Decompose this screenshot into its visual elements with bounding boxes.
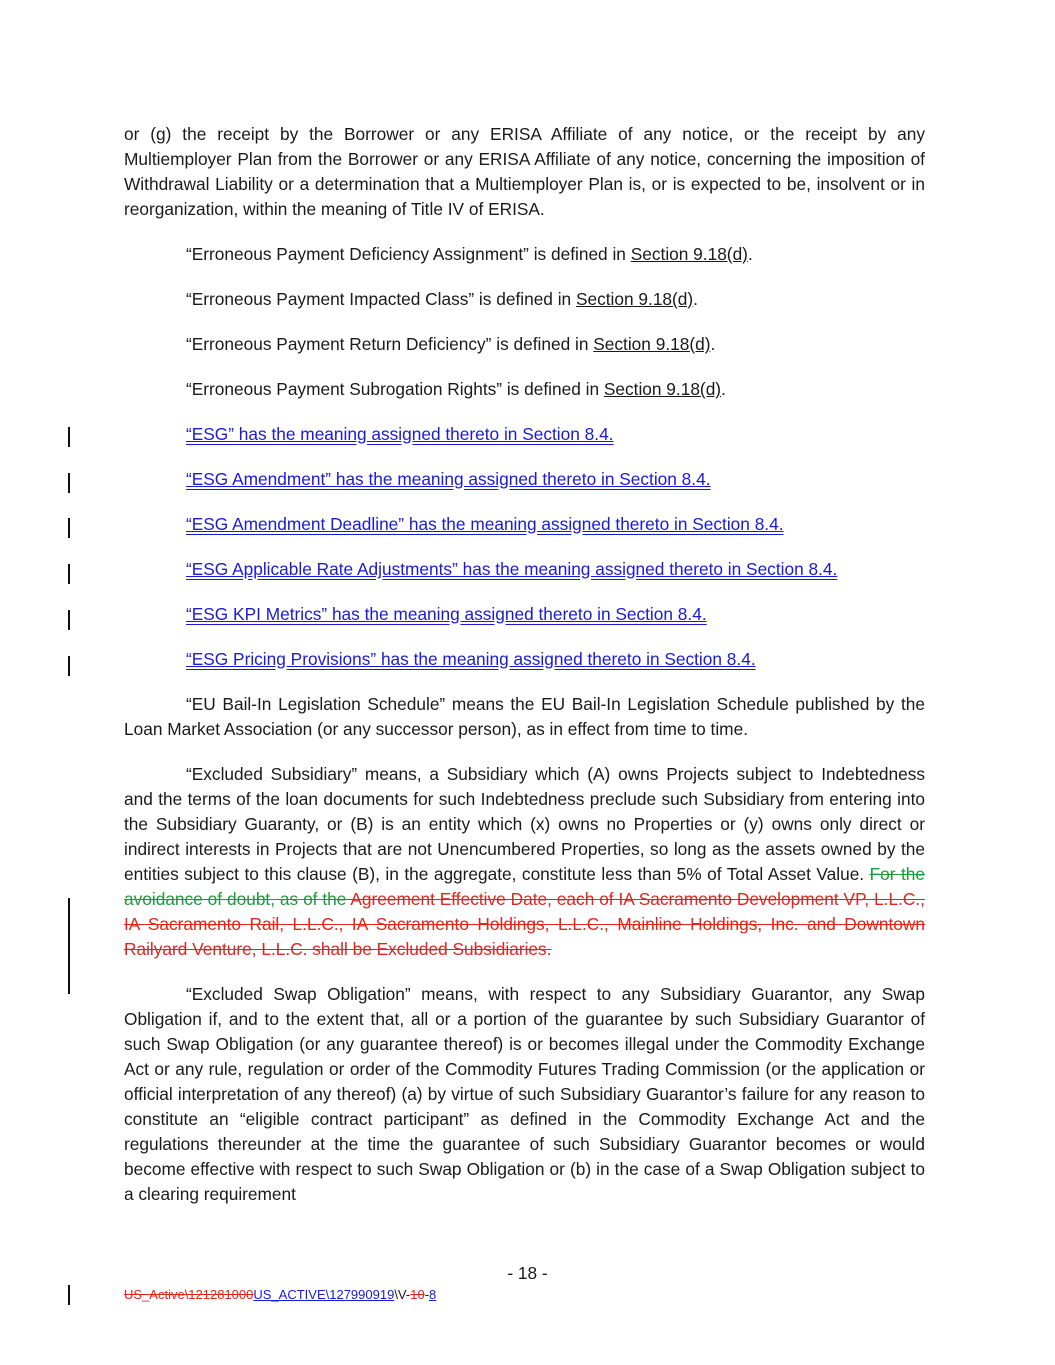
definition-esg-amendment-deadline-inserted: “ESG Amendment Deadline” has the meaning assigned thereto in Section 8.4. [186, 514, 784, 534]
change-bar-esg-1 [68, 427, 70, 447]
change-bar-esg-2 [68, 473, 70, 493]
deleted-text-red: Agreement Effective Date, each of IA Sacramento Development VP, L.L.C., IA Sacramento Rail, L.L.C., IA Sacramento Holdings, L.L.C., Mainline Holdings, Inc. and Downtown Railyard Venture, L.L.C. shall be Excluded Subsidiaries. [124, 889, 925, 959]
definition-esg-kpi-metrics-inserted: “ESG KPI Metrics” has the meaning assigned thereto in Section 8.4. [186, 604, 707, 624]
document-id-footer: US_Active\121281000US_ACTIVE\127990919\V-10-8 [124, 1287, 437, 1302]
definition-esg-amendment-inserted: “ESG Amendment” has the meaning assigned thereto in Section 8.4. [186, 469, 711, 489]
footer-deleted-version: 10 [410, 1287, 425, 1302]
section-ref-link: Section 9.18(d) [593, 334, 711, 354]
definition-erroneous-payment-impacted-class: “Erroneous Payment Impacted Class” is defined in Section 9.18(d). [186, 289, 698, 309]
definition-excluded-subsidiary: “Excluded Subsidiary” means, a Subsidiary which (A) owns Projects subject to Indebtedness and the terms of the loan documents for such Indebtedness preclude such Subsidiary from entering into the Subsidiary Guaranty, or (B) is an entity which (x) owns no Properties or (y) owns only direct or indirect interests in Projects that are not Unencumbered Properties, so long as the assets owned by the entities subject to this clause (B), in the aggregate, constitute less than 5% of Total Asset Value. For the avoidance of doubt, as of the Agreement Effective Date, each of IA Sacramento Development VP, L.L.C., IA Sacramento Rail, L.L.C., IA Sacramento Holdings, L.L.C., Mainline Holdings, Inc. and Downtown Railyard Venture, L.L.C. shall be Excluded Subsidiaries. [124, 764, 926, 959]
change-bar-esg-5 [68, 610, 70, 630]
paragraph-erisa-g: or (g) the receipt by the Borrower or any ERISA Affiliate of any notice, or the receipt by any Multiemployer Plan from the Borrower or any ERISA Affiliate of any notice, concerning the imposition of Withdrawal Liability or a determination that a Multiemployer Plan is, or is expected to be, insolvent or in reorganization, within the meaning of Title IV of ERISA. [124, 124, 925, 219]
section-ref-link: Section 9.18(d) [630, 244, 748, 264]
document-body [124, 122, 925, 1207]
definition-erroneous-payment-return-deficiency: “Erroneous Payment Return Deficiency” is defined in Section 9.18(d). [186, 334, 716, 354]
section-ref-link: Section 9.18(d) [603, 379, 722, 399]
deleted-text-green: For the avoidance of doubt, as of the [124, 864, 926, 909]
definition-esg-inserted: “ESG” has the meaning assigned thereto in Section 8.4. [186, 424, 614, 444]
change-bar-footer [68, 1285, 70, 1305]
definition-esg-pricing-provisions-inserted: “ESG Pricing Provisions” has the meaning assigned thereto in Section 8.4. [186, 649, 756, 669]
change-bar-esg-6 [68, 656, 70, 676]
definition-erroneous-payment-subrogation-rights: “Erroneous Payment Subrogation Rights” is defined in Section 9.18(d). [186, 379, 726, 399]
page-number: - 18 - [507, 1263, 548, 1283]
footer-deleted-id: US_Active\121281000 [124, 1287, 254, 1302]
definition-erroneous-payment-deficiency-assignment: “Erroneous Payment Deficiency Assignment” is defined in Section 9.18(d). [186, 244, 753, 264]
definition-eu-bail-in-legislation-schedule: “EU Bail-In Legislation Schedule” means the EU Bail-In Legislation Schedule published by the Loan Market Association (or any successor person), as in effect from time to time. [124, 694, 925, 739]
definition-excluded-swap-obligation: “Excluded Swap Obligation” means, with respect to any Subsidiary Guarantor, any Swap Obligation if, and to the extent that, all or a portion of the guarantee by such Subsidiary Guarantor of such Swap Obligation (or any guarantee thereof) is or becomes illegal under the Commodity Exchange Act or any rule, regulation or order of the Commodity Futures Trading Commission (or the application or official interpretation of any thereof) (a) by virtue of such Subsidiary Guarantor’s failure for any reason to constitute an “eligible contract participant” as defined in the Commodity Exchange Act and the regulations thereunder at the time the guarantee of such Subsidiary Guarantor becomes or would become effective with respect to such Swap Obligation or (b) in the case of a Swap Obligation subject to a clearing requirement [124, 984, 925, 1204]
definition-esg-applicable-rate-adjustments-inserted: “ESG Applicable Rate Adjustments” has the meaning assigned thereto in Section 8.4. [186, 559, 838, 579]
change-bar-esg-3 [68, 518, 70, 538]
section-ref-link: Section 9.18(d) [575, 289, 694, 309]
footer-inserted-version: 8 [429, 1287, 437, 1302]
footer-inserted-id: US_ACTIVE\127990919 [253, 1287, 395, 1302]
change-bar-esg-4 [68, 564, 70, 584]
change-bar-excluded-subsidiary [68, 898, 70, 994]
